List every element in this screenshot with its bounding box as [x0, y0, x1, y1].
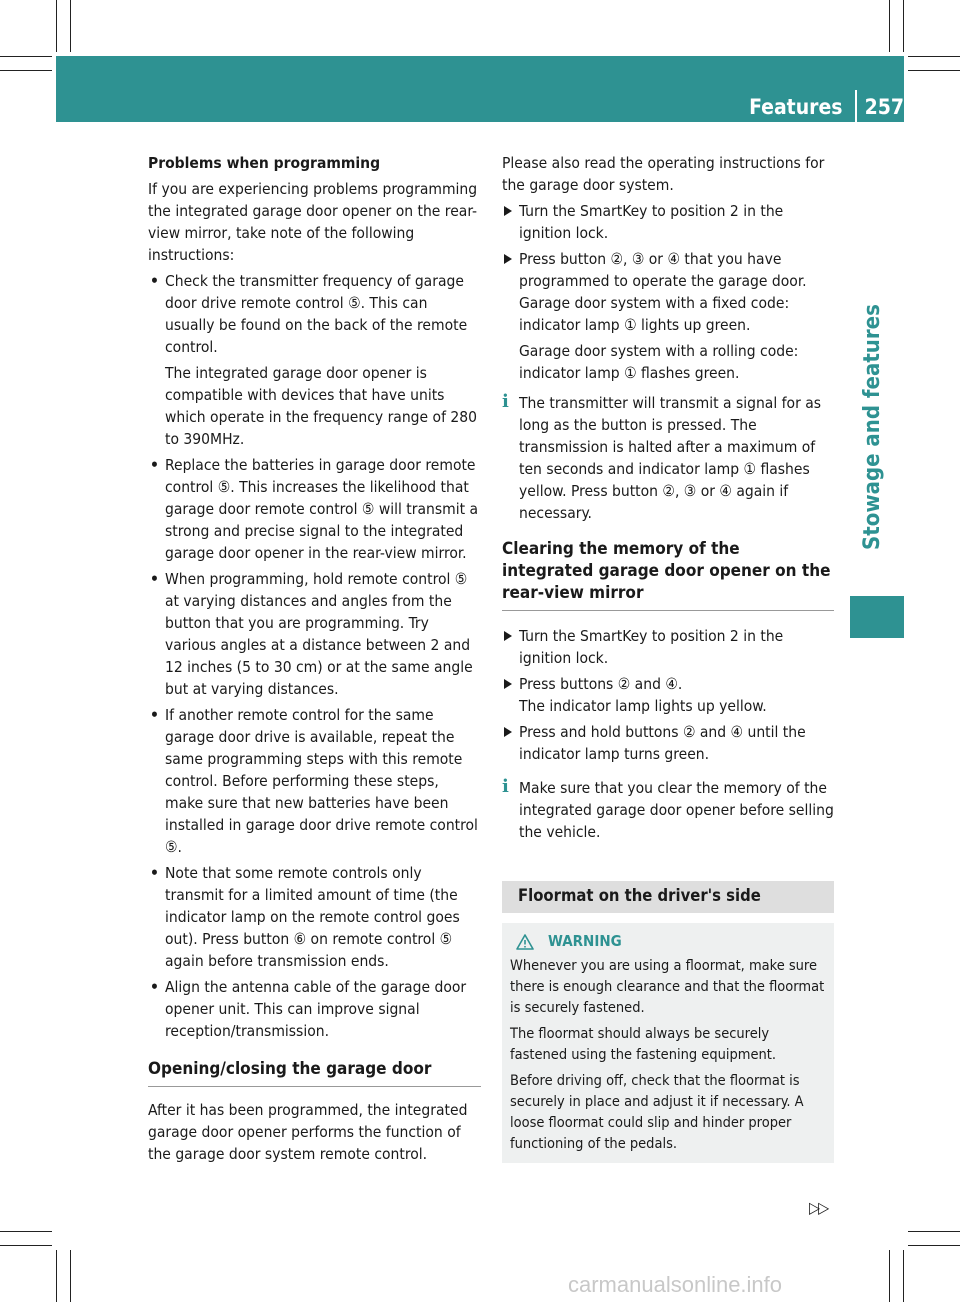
step-text: Press button ②, ③ or ④ that you have programmed to operate the garage door. [519, 250, 807, 290]
side-tab-marker [850, 596, 904, 638]
right-column [502, 152, 834, 1163]
warning-box [502, 923, 834, 1163]
page-header [749, 90, 904, 124]
list-item: • Align the antenna cable of the garage door opener unit. This can improve signal reception/transmission. [148, 976, 481, 1042]
crop-mark [908, 70, 960, 71]
crop-mark [70, 0, 71, 52]
crop-mark [903, 1250, 904, 1302]
side-tab-text: Stowage and features [860, 304, 885, 550]
crop-mark [903, 0, 904, 52]
info-note [502, 777, 834, 843]
crop-mark [0, 70, 52, 71]
list-item: • If another remote control for the same garage door drive is available, repeat the same programming steps with this remote control. Before performing these steps, make sure that new batteries have been installed in garage door drive remote control ⑤. [148, 704, 481, 858]
step-subtext: Garage door system with a fixed code: indicator lamp ① lights up green. [519, 294, 790, 334]
watermark: carmanualsonline.info [568, 1272, 783, 1297]
left-column [148, 152, 481, 1169]
crop-mark [0, 56, 52, 57]
warning-paragraph: Whenever you are using a floormat, make sure there is enough clearance and that the floormat is securely fastened. [510, 958, 825, 1016]
warning-paragraph: The floormat should always be securely fastened using the fastening equipment. [510, 1026, 777, 1063]
crop-mark [908, 56, 960, 57]
crop-mark [908, 1245, 960, 1246]
header-divider [855, 90, 857, 124]
list-item: • Note that some remote controls only transmit for a limited amount of time (the indicator lamp on the remote control goes out). Press button ⑥ on remote control ⑤ again before transmission ends. [148, 862, 481, 972]
bullet-text: • Check the transmitter frequency of garage door drive remote control ⑤. This can usually be found on the back of the remote control. [165, 272, 468, 356]
crop-mark [56, 1250, 57, 1302]
list-item [148, 270, 481, 450]
crop-mark [70, 1250, 71, 1302]
list-item: • Replace the batteries in garage door remote control ⑤. This increases the likelihood that garage door remote control ⑤ will transmit a strong and precise signal to the integrated garage door opener in the rear-view mirror. [148, 454, 481, 564]
paragraph: After it has been programmed, the integrated garage door opener performs the function of the garage door system remote control. [148, 1101, 468, 1163]
section-heading: Clearing the memory of the integrated garage door opener on the rear-view mirror [502, 538, 834, 611]
paragraph: Please also read the operating instructions for the garage door system. [502, 154, 825, 194]
crop-mark [889, 1250, 890, 1302]
step-text: Press buttons ② and ④. [519, 675, 683, 693]
info-icon: i [502, 391, 509, 412]
crop-mark [56, 0, 57, 52]
crop-mark [0, 1231, 52, 1232]
warning-triangle-icon [516, 934, 534, 950]
step-subtext: Garage door system with a rolling code: indicator lamp ① flashes green. [519, 342, 799, 382]
subheading: Problems when programming [148, 154, 381, 172]
note-text: The transmitter will transmit a signal for as long as the button is pressed. The transmission is halted after a maximum of ten seconds and indicator lamp ① flashes yellow. Press button ②, ③ or ④ again if necessary. [519, 394, 822, 522]
note-text: Make sure that you clear the memory of the integrated garage door opener before selling the vehicle. [519, 779, 834, 841]
list-item: • When programming, hold remote control ⑤ at varying distances and angles from the button that you are programming. Try various angles at a distance between 2 and 12 inches (5 to 30 cm) or at the same angle but at varying distances. [148, 568, 481, 700]
step-subtext: The indicator lamp lights up yellow. [519, 697, 767, 715]
section-heading: Floormat on the driver's side [502, 881, 834, 913]
chapter-title: Features [749, 95, 843, 119]
section-heading: Opening/closing the garage door [148, 1058, 481, 1087]
step-item [502, 248, 834, 384]
paragraph: If you are experiencing problems programming the integrated garage door opener on the rear-view mirror, take note of the following instructions: [148, 180, 478, 264]
step-item: Turn the SmartKey to position 2 in the ignition lock. [502, 625, 834, 669]
info-note [502, 392, 834, 524]
warning-label: WARNING [548, 932, 622, 950]
step-item: Press and hold buttons ② and ④ until the indicator lamp turns green. [502, 721, 834, 765]
page-number: 257 [864, 95, 904, 119]
crop-mark [889, 0, 890, 52]
bullet-subtext: The integrated garage door opener is compatible with devices that have units which operate in the frequency range of 280 to 390MHz. [165, 364, 478, 448]
crop-mark [0, 1245, 52, 1246]
step-item [502, 673, 834, 717]
info-icon: i [502, 776, 509, 797]
step-item: Turn the SmartKey to position 2 in the ignition lock. [502, 200, 834, 244]
continue-marker: ▷▷ [809, 1198, 828, 1217]
warning-title [516, 931, 826, 952]
crop-mark [908, 1231, 960, 1232]
warning-paragraph: Before driving off, check that the floormat is securely in place and adjust it if necessary. A loose floormat could slip and hinder proper functioning of the pedals. [510, 1073, 804, 1152]
